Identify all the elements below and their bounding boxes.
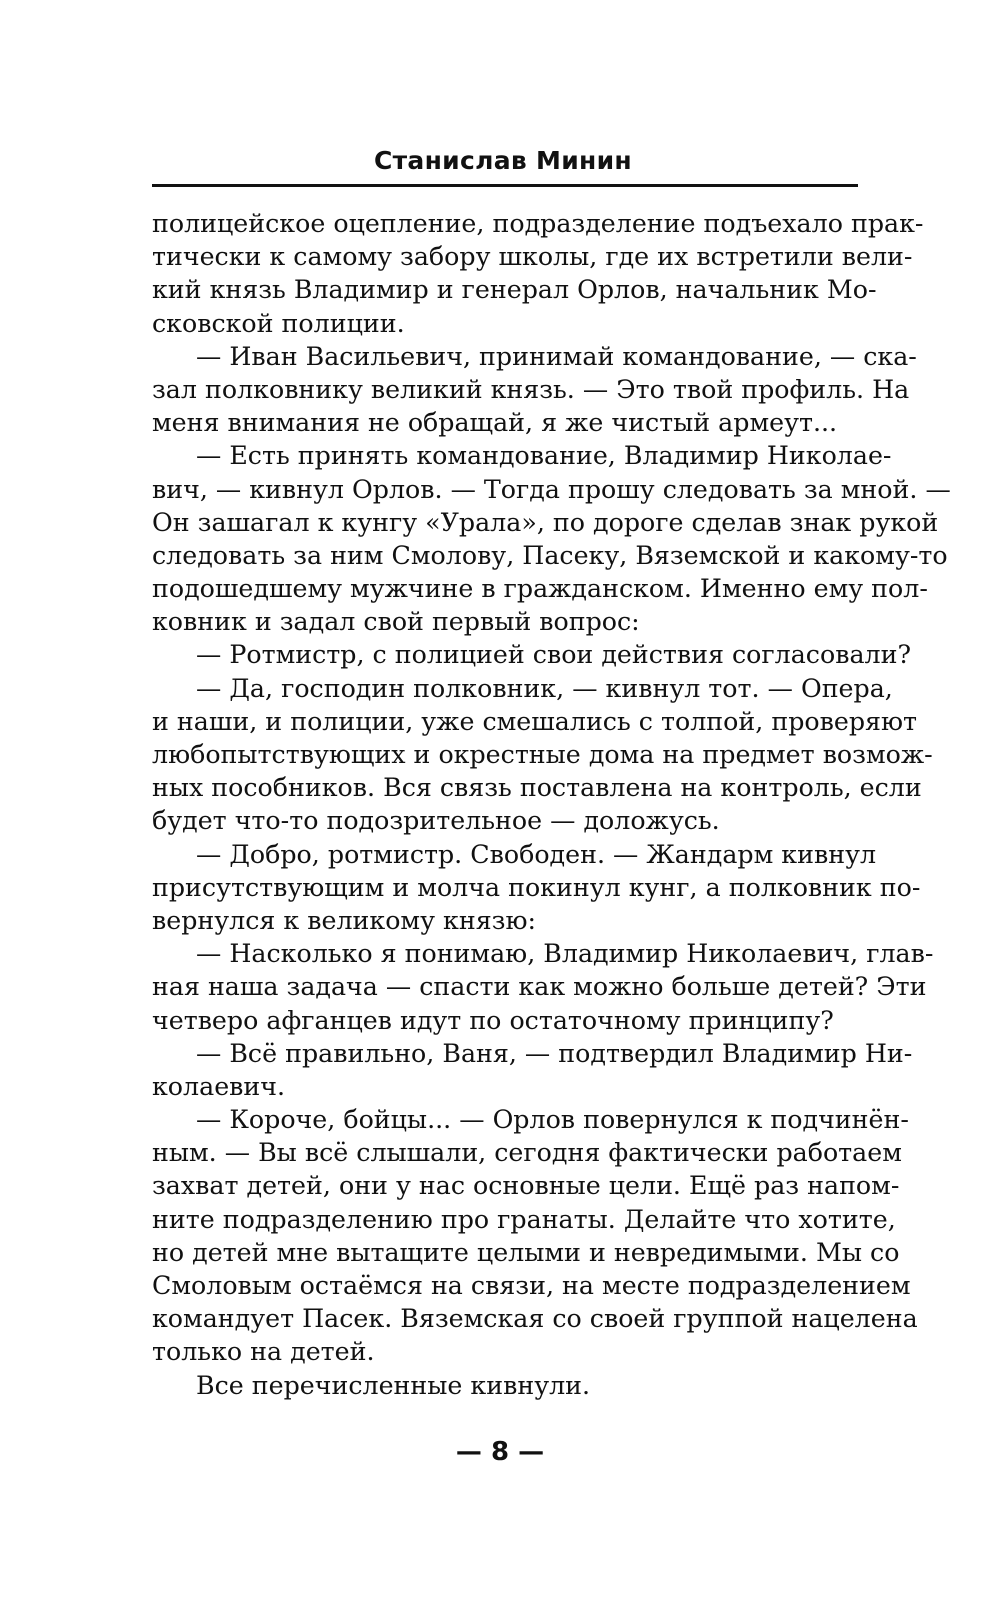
text-line: но детей мне вытащите целыми и невредимыми. Мы со bbox=[152, 1237, 900, 1267]
body-text bbox=[152, 207, 951, 1402]
page-number: — 8 — bbox=[455, 1437, 545, 1467]
text-line: четверо афганцев идут по остаточному принципу? bbox=[152, 1005, 834, 1035]
text-line: только на детей. bbox=[152, 1337, 375, 1367]
text-line: ных пособников. Вся связь поставлена на контроль, если bbox=[152, 773, 922, 803]
text-line: — Короче, бойцы... — Орлов повернулся к подчинён- bbox=[196, 1105, 909, 1135]
text-line: — Ротмистр, с полицией свои действия согласовали? bbox=[196, 640, 912, 670]
text-line: вич, — кивнул Орлов. — Тогда прошу следовать за мной. — bbox=[152, 474, 951, 504]
text-line: присутствующим и молча покинул кунг, а полковник по- bbox=[152, 872, 921, 902]
text-line: следовать за ним Смолову, Пасеку, Вяземской и какому-то bbox=[152, 540, 948, 570]
text-line: — Насколько я понимаю, Владимир Николаевич, глав- bbox=[196, 939, 934, 969]
text-line: ковник и задал свой первый вопрос: bbox=[152, 607, 640, 637]
text-line: — Всё правильно, Ваня, — подтвердил Владимир Ни- bbox=[196, 1038, 913, 1068]
text-line: любопытствующих и окрестные дома на предмет возмож- bbox=[152, 740, 933, 769]
text-line: Смоловым остаёмся на связи, на месте подразделением bbox=[152, 1271, 911, 1300]
text-line: подошедшему мужчине в гражданском. Именно ему пол- bbox=[152, 574, 928, 604]
text-line: ните подразделению про гранаты. Делайте что хотите, bbox=[152, 1204, 896, 1234]
text-line: будет что-то подозрительное — доложусь. bbox=[152, 806, 720, 836]
text-line: — Добро, ротмистр. Свободен. — Жандарм кивнул bbox=[196, 839, 877, 869]
text-line: тически к самому забору школы, где их встретили вели- bbox=[152, 242, 913, 272]
text-line: зал полковнику великий князь. — Это твой профиль. На bbox=[152, 374, 910, 404]
text-line: кий князь Владимир и генерал Орлов, начальник Мо- bbox=[152, 275, 877, 305]
text-line: Он зашагал к кунгу «Урала», по дороге сделав знак рукой bbox=[152, 507, 939, 537]
text-line: — Есть принять командование, Владимир Николае- bbox=[196, 441, 892, 471]
text-line: ная наша задача — спасти как можно больше детей? Эти bbox=[152, 972, 927, 1002]
text-line: полицейское оцепление, подразделение подъехало прак- bbox=[152, 209, 924, 238]
text-line: вернулся к великому князю: bbox=[152, 905, 536, 935]
text-line: Все перечисленные кивнули. bbox=[196, 1370, 591, 1400]
text-line: командует Пасек. Вяземская со своей группой нацелена bbox=[152, 1304, 918, 1334]
text-line: захват детей, они у нас основные цели. Ещё раз напом- bbox=[152, 1171, 900, 1201]
text-line: колаевич. bbox=[152, 1071, 286, 1101]
text-line: — Да, господин полковник, — кивнул тот. — Опера, bbox=[196, 673, 893, 703]
header-rule bbox=[152, 184, 858, 187]
running-head-author: Станислав Минин bbox=[374, 146, 632, 175]
text-line: — Иван Васильевич, принимай командование, — ска- bbox=[196, 341, 917, 371]
text-line: меня внимания не обращай, я же чистый армеут... bbox=[152, 408, 838, 438]
text-line: и наши, и полиции, уже смешались с толпой, проверяют bbox=[152, 706, 917, 736]
text-line: сковской полиции. bbox=[152, 308, 405, 338]
text-line: ным. — Вы всё слышали, сегодня фактически работаем bbox=[152, 1138, 902, 1168]
